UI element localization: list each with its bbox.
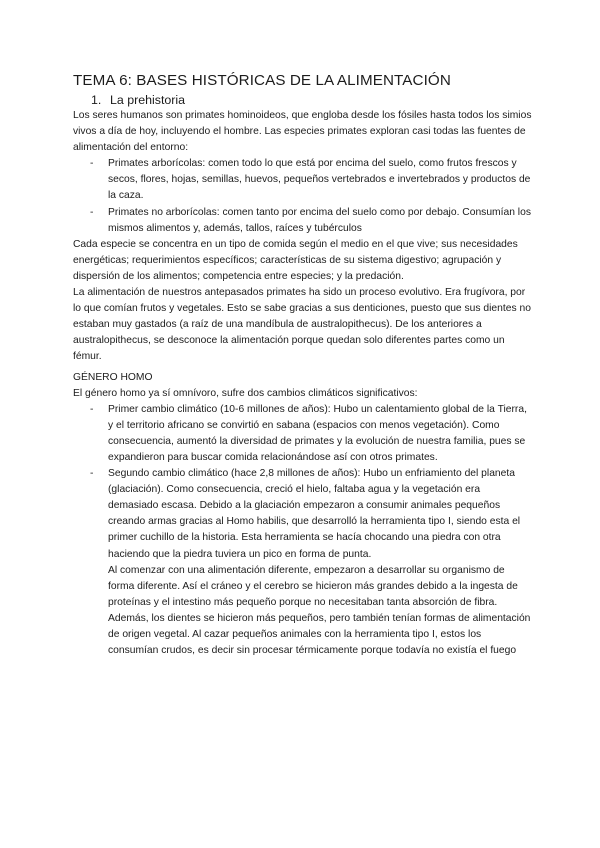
document-page	[73, 71, 533, 659]
list-item-paragraph: Al comenzar con una alimentación diferente, empezaron a desarrollar su organismo de forma diferente. Así el cráneo y el cerebro se hicieron más grandes debido a la ingesta de proteínas y el intestino más pequeño porque no necesitaban tanta absorción de fibra. Además, los dientes se hicieron más pequeños, pero también tenían formas de alimentación de origen vegetal. Al cazar pequeños animales con la herramienta tipo I, estos los consumían crudos, es decir sin procesar térmicamente porque todavía no existía el fuego	[108, 564, 531, 657]
list-item-text: Primates arborícolas: comen todo lo que está por encima del suelo, como frutos frescos y secos, flores, hojas, semillas, huevos, pequeños vertebrados e invertebrados y productos de la caza.	[108, 158, 531, 202]
dash-bullet: -	[90, 206, 94, 218]
list-item	[73, 156, 533, 204]
intro-paragraph: Los seres humanos son primates hominoideos, que engloba desde los fósiles hasta todos los simios vivos a día de hoy, incluyendo el hombre. Las especies primates exploran casi todas las fuentes de alimentación del entorno:	[73, 110, 532, 154]
paragraph-diet-factors: Cada especie se concentra en un tipo de comida según el medio en el que vive; sus necesidades energéticas; requerimientos específicos; características de su sistema digestivo; agrupación y dispersión de los alimentos; competencia entre especies; y la predación.	[73, 238, 518, 282]
climate-changes-list	[73, 402, 533, 660]
list-item	[73, 466, 533, 659]
section-number: 1.	[91, 93, 102, 107]
list-item	[73, 205, 533, 237]
dash-bullet: -	[90, 403, 94, 415]
section-heading-prehistoria	[73, 92, 533, 108]
primates-list	[73, 156, 533, 236]
section-heading-text: La prehistoria	[110, 93, 186, 107]
list-item	[73, 402, 533, 466]
subheading-genero-homo: GÉNERO HOMO	[73, 371, 153, 383]
dash-bullet: -	[90, 158, 94, 170]
dash-bullet: -	[90, 468, 94, 480]
genero-intro-paragraph: El género homo ya sí omnívoro, sufre dos cambios climáticos significativos:	[73, 387, 418, 399]
list-item-body	[108, 466, 533, 659]
list-item-text: Primates no arborícolas: comen tanto por encima del suelo como por debajo. Consumían los mismos alimentos y, además, tallos, raíces y tubérculos	[108, 206, 531, 234]
document-title: TEMA 6: BASES HISTÓRICAS DE LA ALIMENTACIÓN	[73, 72, 451, 89]
list-item-text: Primer cambio climático (10-6 millones de años): Hubo un calentamiento global de la Tierra, y el territorio africano se convirtió en sabana (espacios con menos vegetación). Como consecuencia, aumentó la diversidad de primates y la evolución de nuestra familia, pues se expandieron para buscar comida relacionándose así con otros primates.	[108, 403, 527, 463]
paragraph-evolution: La alimentación de nuestros antepasados primates ha sido un proceso evolutivo. Era frugívora, por lo que comían frutos y vegetales. Esto se sabe gracias a sus denticiones, puesto que sus dientes no estaban muy gastados (a raíz de una mandíbula de australopithecus). De los anteriores a australopithecus, se desconoce la alimentación porque quedan solo diferentes partes como un fémur.	[73, 287, 531, 363]
list-item-paragraph: Segundo cambio climático (hace 2,8 millones de años): Hubo un enfriamiento del planeta (glaciación). Como consecuencia, creció el hielo, faltaba agua y la vegetación era demasiado escasa. Debido a la glaciación empezaron a consumir animales pequeños creando armas gracias al Homo habilis, que desarrolló la herramienta tipo I, siendo esta el primer cuchillo de la historia. Esta herramienta se hacía chocando una piedra con otra haciendo que la piedra tuviera un pico en forma de punta.	[108, 468, 521, 560]
